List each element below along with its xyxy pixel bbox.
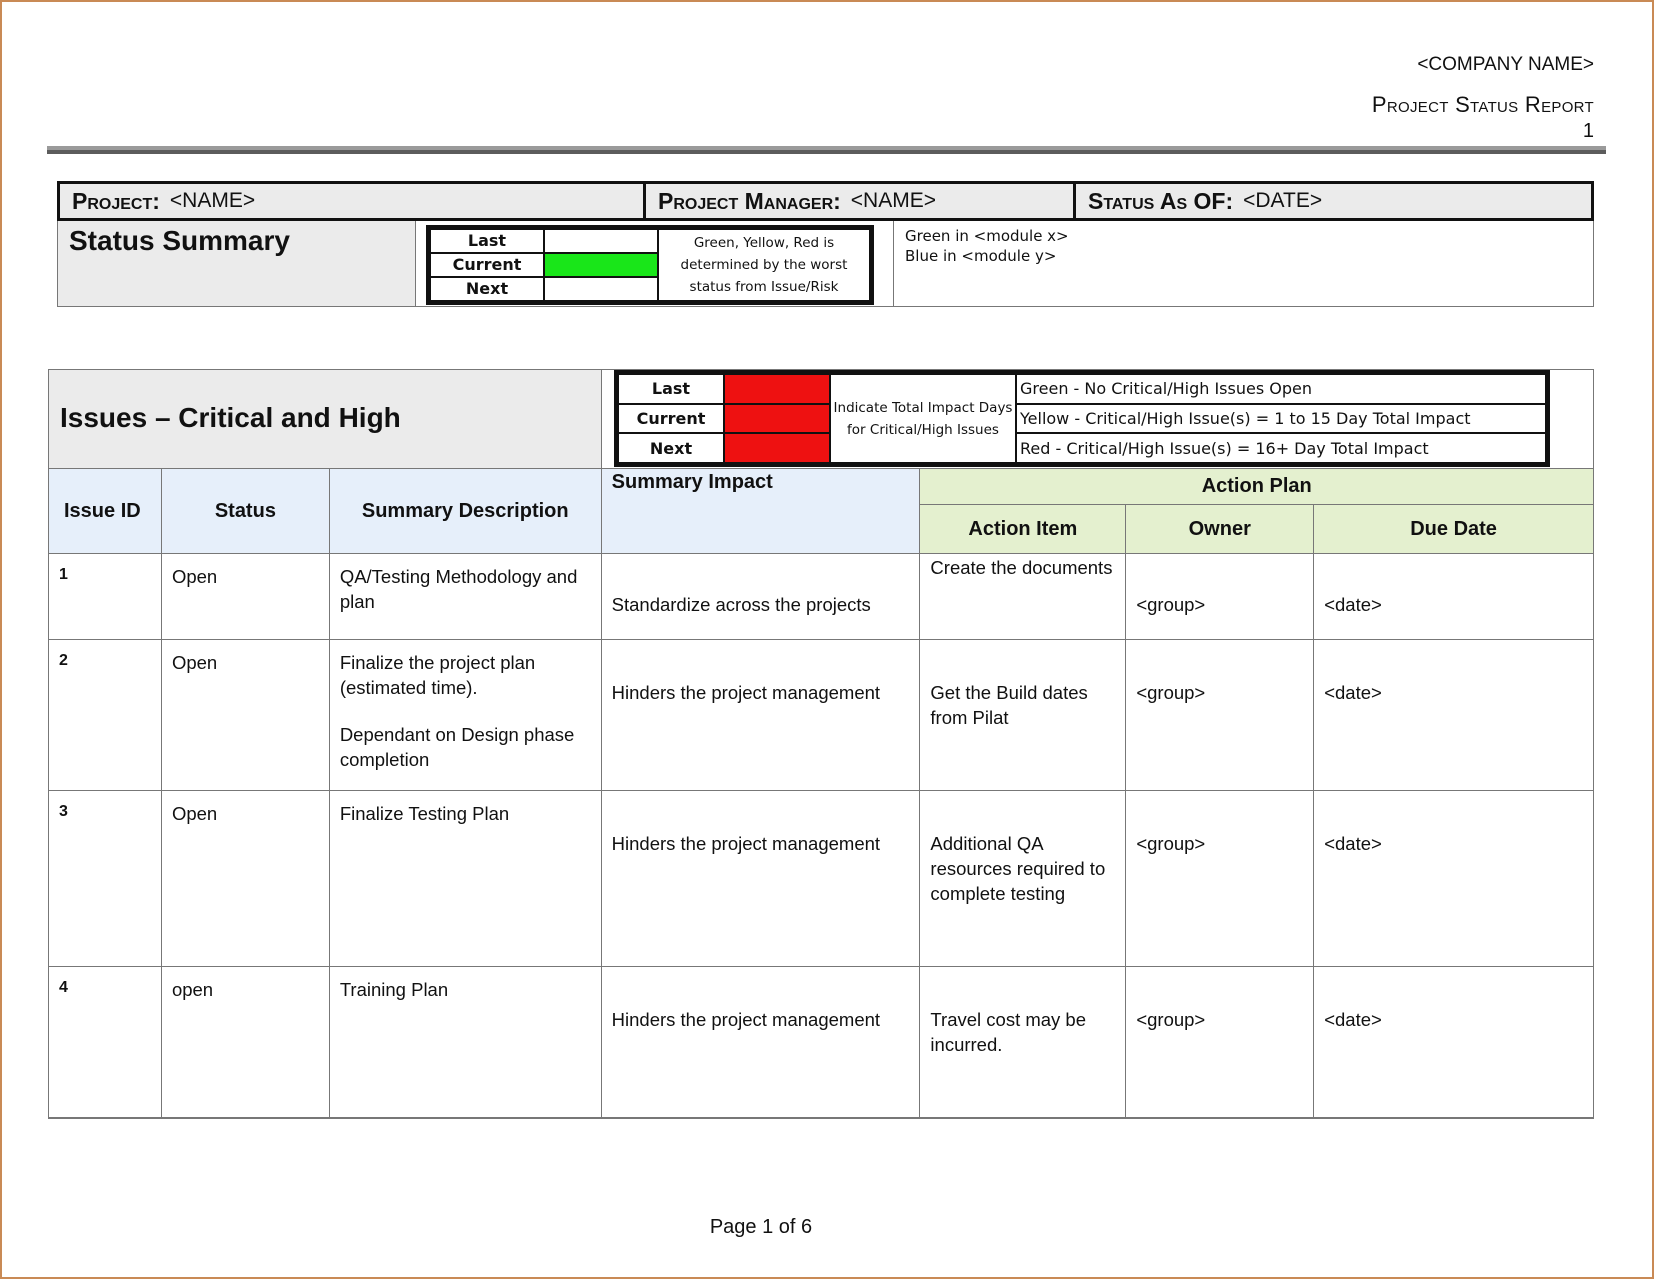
issues-table [48, 468, 1594, 1118]
module-notes [905, 226, 1069, 266]
issue-status: open [161, 967, 329, 1118]
col-header-summary-description: Summary Description [329, 469, 601, 554]
module-note: Blue in <module y> [905, 247, 1057, 265]
issue-impact: Hinders the project management [601, 967, 920, 1118]
summary-indicator-swatch-next [544, 277, 658, 301]
issue-owner: <group> [1126, 554, 1314, 640]
project-bar [57, 181, 1594, 221]
manager-value: <NAME> [850, 189, 936, 212]
table-row [49, 640, 1594, 791]
table-row [49, 554, 1594, 640]
issue-owner: <group> [1126, 791, 1314, 967]
summary-indicator-swatch-last [544, 229, 658, 253]
issues-indicator-swatch-last [724, 374, 830, 404]
issue-owner: <group> [1126, 967, 1314, 1118]
issue-action-item: Additional QA resources required to complete testing [920, 791, 1126, 967]
legend-red: Red - Critical/High Issue(s) = 16+ Day Total Impact [1016, 433, 1546, 463]
issue-status: Open [161, 554, 329, 640]
issue-description: Training Plan [329, 967, 601, 1118]
issue-owner: <group> [1126, 640, 1314, 791]
issue-status: Open [161, 791, 329, 967]
status-as-of-label: Status As OF: [1088, 187, 1234, 214]
page-number: 1 [1582, 120, 1594, 142]
issue-due-date: <date> [1314, 967, 1594, 1118]
issue-status: Open [161, 640, 329, 791]
issues-indicator-label-last: Last [618, 374, 724, 404]
summary-indicator-label-current: Current [430, 253, 544, 277]
issue-description-note: Dependant on Design phase completion [339, 724, 575, 770]
legend-yellow: Yellow - Critical/High Issue(s) = 1 to 15 Day Total Impact [1016, 404, 1546, 434]
col-header-issue-id: Issue ID [49, 469, 162, 554]
issue-id: 1 [49, 554, 162, 640]
issue-id: 4 [49, 967, 162, 1118]
summary-indicator-label-next: Next [430, 277, 544, 301]
issues-indicator-swatch-next [724, 433, 830, 463]
status-date-cell [1073, 184, 1591, 218]
issue-id: 3 [49, 791, 162, 967]
col-header-action-item: Action Item [920, 505, 1126, 554]
page-footer: Page 1 of 6 [709, 1216, 813, 1238]
issue-due-date: <date> [1314, 791, 1594, 967]
issue-action-item: Create the documents [920, 554, 1126, 640]
col-header-due-date: Due Date [1314, 505, 1594, 554]
table-row [49, 967, 1594, 1118]
summary-indicator-swatch-current [544, 253, 658, 277]
col-header-owner: Owner [1126, 505, 1314, 554]
status-as-of-value: <DATE> [1243, 189, 1323, 212]
issues-title: Issues – Critical and High [60, 402, 401, 433]
col-header-summary-impact: Summary Impact [601, 469, 920, 554]
status-summary-title: Status Summary [69, 225, 290, 256]
summary-indicator-label-last: Last [430, 229, 544, 253]
manager-label: Project Manager: [658, 187, 841, 214]
issue-due-date: <date> [1314, 554, 1594, 640]
issues-indicator-label-next: Next [618, 433, 724, 463]
issue-id: 2 [49, 640, 162, 791]
col-header-action-plan: Action Plan [920, 469, 1594, 505]
issue-description: Finalize the project plan (estimated time). [339, 652, 536, 698]
issue-due-date: <date> [1314, 640, 1594, 791]
issue-action-item: Get the Build dates from Pilat [920, 640, 1126, 791]
col-header-status: Status [161, 469, 329, 554]
legend-green: Green - No Critical/High Issues Open [1016, 374, 1546, 404]
manager-cell [643, 184, 1073, 218]
issue-description-cell [329, 640, 601, 791]
project-cell [60, 184, 643, 218]
issue-description: QA/Testing Methodology and plan [329, 554, 601, 640]
issue-action-item: Travel cost may be incurred. [920, 967, 1126, 1118]
summary-divider [893, 221, 894, 306]
summary-indicator-note: Green, Yellow, Red is determined by the worst status from Issue/Risk [658, 229, 870, 301]
module-note: Green in <module x> [905, 227, 1069, 245]
project-label: Project: [72, 187, 160, 214]
project-value: <NAME> [169, 189, 256, 212]
issue-impact: Hinders the project management [601, 640, 920, 791]
table-row [49, 791, 1594, 967]
issue-impact: Hinders the project management [601, 791, 920, 967]
issues-indicator-note: Indicate Total Impact Days for Critical/High Issues [830, 374, 1016, 463]
issue-impact: Standardize across the projects [601, 554, 920, 640]
issues-indicator-swatch-current [724, 404, 830, 434]
issue-description: Finalize Testing Plan [329, 791, 601, 967]
report-title: Project Status Report [1371, 92, 1594, 117]
issues-indicator-label-current: Current [618, 404, 724, 434]
company-name: <COMPANY NAME> [1417, 54, 1594, 75]
issues-indicator [614, 370, 1550, 467]
status-summary-indicator [426, 225, 874, 305]
header-rule [47, 146, 1606, 154]
